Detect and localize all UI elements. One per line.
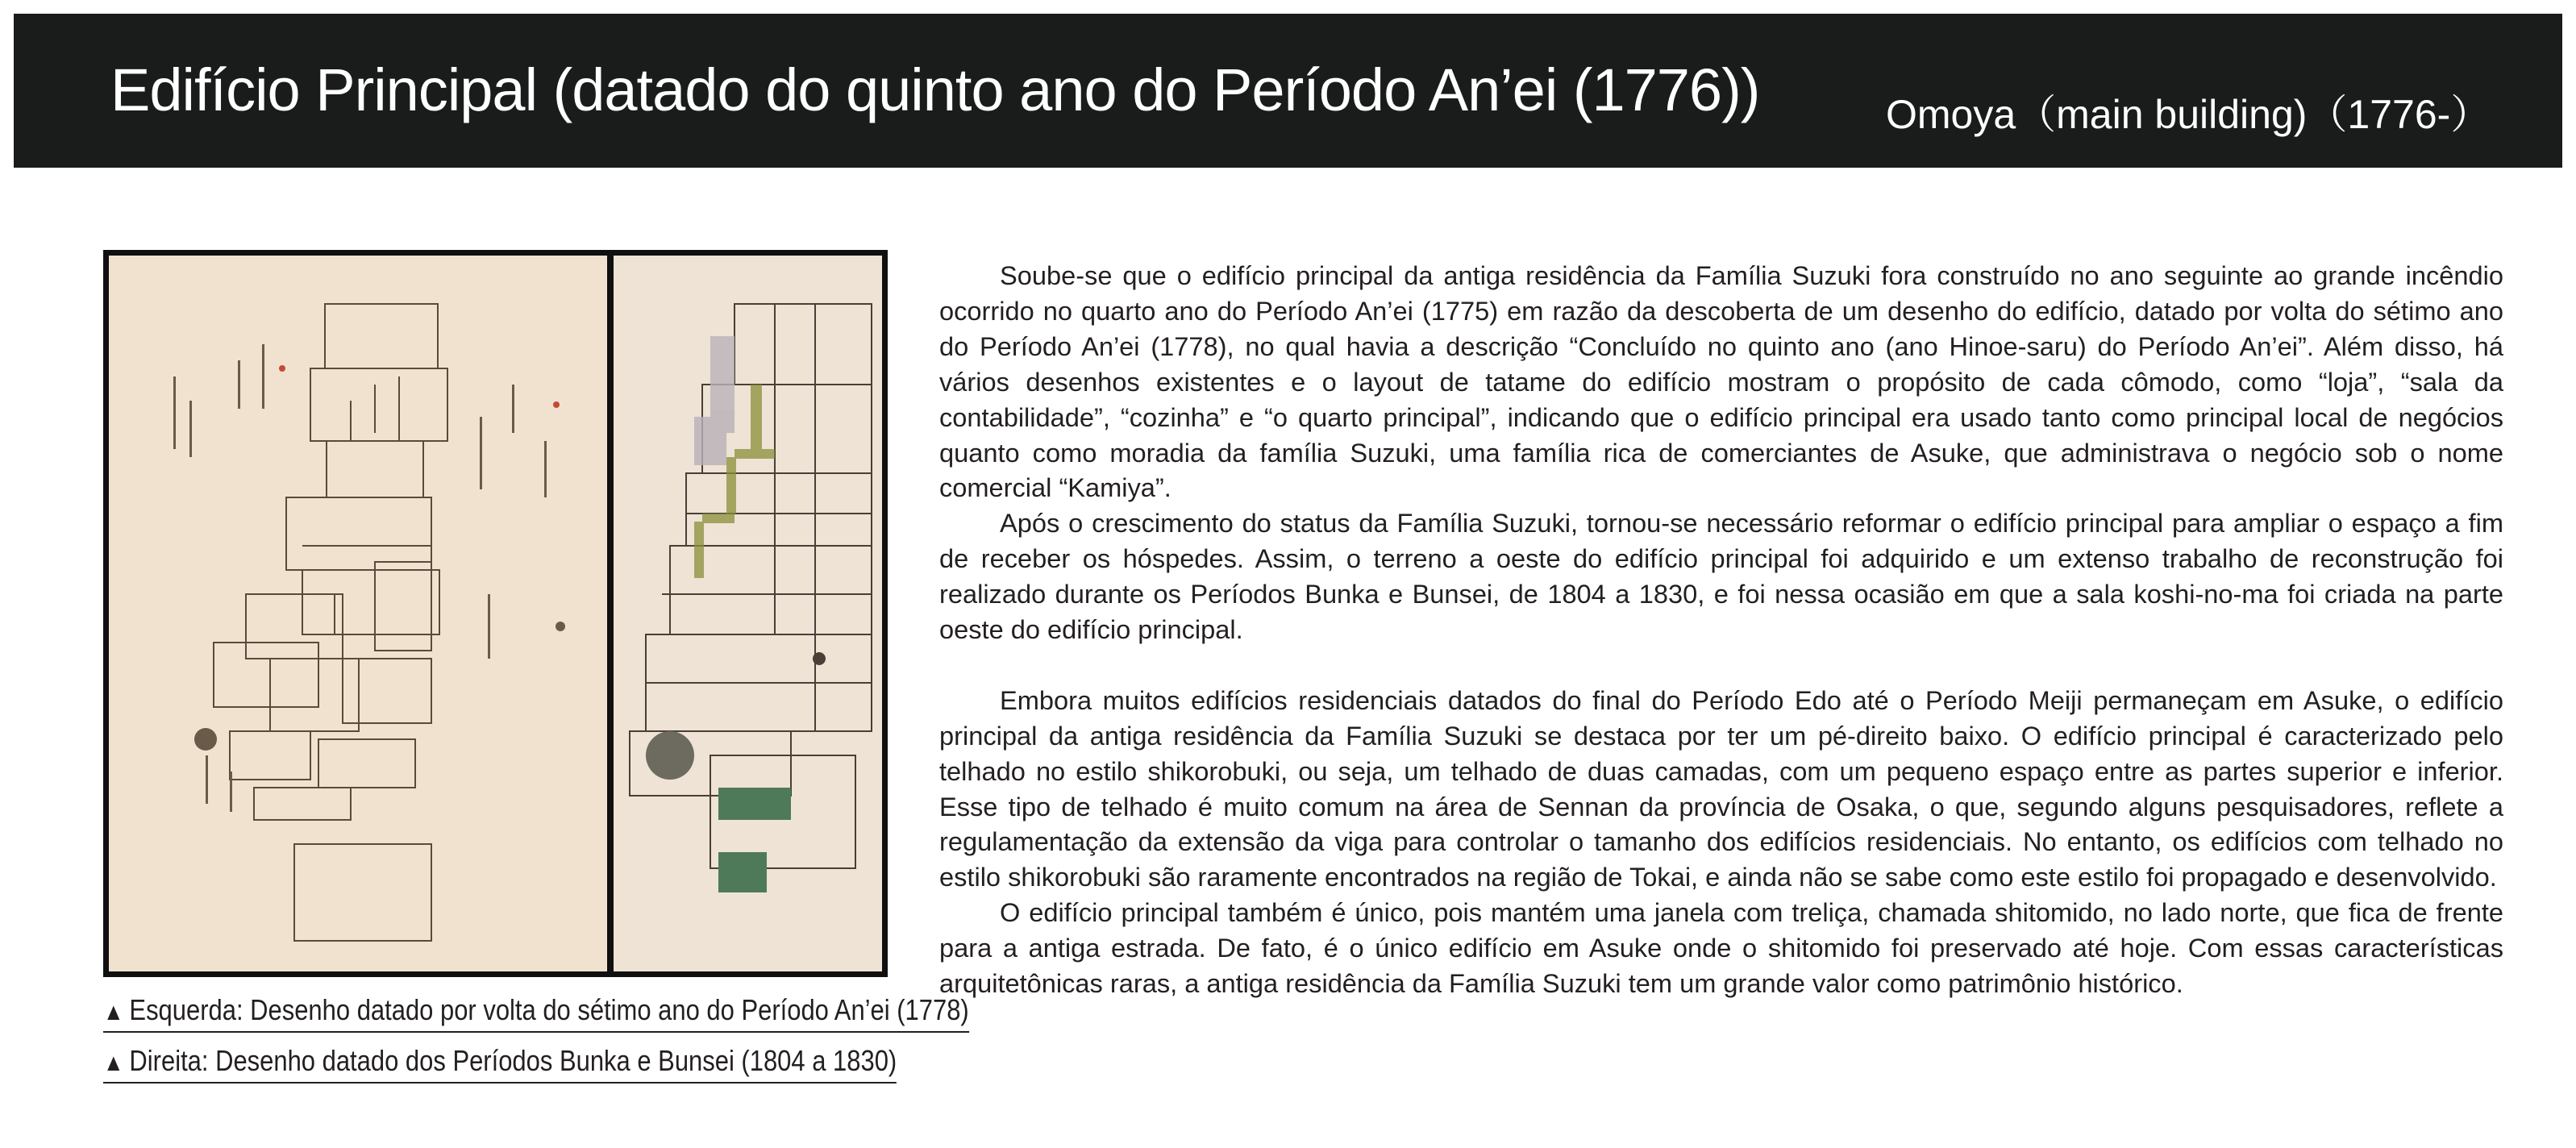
caption-right bbox=[103, 1042, 897, 1084]
floor-plan-drawing-1804-1830 bbox=[614, 256, 882, 971]
figure-captions bbox=[103, 992, 1110, 1093]
header-banner bbox=[14, 14, 2562, 168]
page-title: Edifício Principal (datado do quinto ano do Período An’ei (1776)) bbox=[110, 56, 1760, 123]
floor-plan-sketch-right bbox=[614, 256, 882, 971]
paragraph-gap bbox=[939, 647, 2503, 683]
triangle-up-icon: ▲ bbox=[103, 1050, 124, 1076]
paragraph-2: Após o crescimento do status da Família Suzuki, tornou-se necessário reformar o edifício principal para ampliar o espaço a fim de receber os hóspedes. Assim, o terreno a oeste do edifício principal foi adquirido e um extenso trabalho de reconstrução foi realizado durante os Períodos Bunka e Bunsei, de 1804 a 1830, e foi nessa ocasião em que a sala koshi-no-ma foi criada na parte oeste do edifício principal. bbox=[939, 508, 2503, 645]
paragraph-4: O edifício principal também é único, pois mantém uma janela com treliça, chamada shitomido, no lado norte, que fica de frente para a antiga estrada. De fato, é o único edifício em Asuke onde o shitomido foi preservado até hoje. Com essas características arquitetônicas raras, a antiga residência da Família Suzuki tem um grande valor como patrimônio histórico. bbox=[939, 897, 2503, 999]
floor-plan-sketch-left bbox=[109, 256, 607, 971]
page-subtitle-english: Omoya（main building)（1776-） bbox=[1886, 92, 2491, 137]
triangle-up-icon: ▲ bbox=[103, 999, 124, 1025]
paragraph-1: Soube-se que o edifício principal da antiga residência da Família Suzuki fora construído no ano seguinte ao grande incêndio ocorrido no quarto ano do Período An’ei (1775) em razão da descoberta de um desenho do edifício, datado por volta do sétimo ano do Período An’ei (1778), no qual havia a descrição “Concluído no quinto ano (ano Hinoe-saru) do Período An’ei”. Além disso, há vários desenhos existentes e o layout de tatame do edifício mostram o propósito de cada cômodo, como “loja”, “sala da contabilidade”, “cozinha” e “o quarto principal”, indicando que o edifício principal era usado tanto como principal local de negócios quanto como moradia da família Suzuki, uma família rica de comerciantes de Asuke, que administrava o negócio sob o nome comercial “Kamiya”. bbox=[939, 260, 2503, 503]
paragraph-3: Embora muitos edifícios residenciais datados do final do Período Edo até o Período Meiji permaneçam em Asuke, o edifício principal da antiga residência da Família Suzuki se destaca por ter um pé-direito baixo. O edifício principal é caracterizado pelo telhado no estilo shikorobuki, ou seja, um telhado de duas camadas, com um pequeno espaço entre as partes superior e inferior. Esse tipo de telhado é muito comum na área de Sennan da província de Osaka, o que, segundo alguns pesquisadores, reflete a regulamentação da extensão da viga para controlar o tamanho dos edifícios residenciais. No entanto, os edifícios com telhado no estilo shikorobuki são raramente encontrados na região de Tokai, e ainda não se sabe como este estilo foi propagado e desenvolvido. bbox=[939, 684, 2503, 892]
floor-plan-figure bbox=[103, 250, 888, 977]
caption-left-text: Esquerda: Desenho datado por volta do sétimo ano do Período An’ei (1778) bbox=[129, 993, 969, 1026]
caption-right-text: Direita: Desenho datado dos Períodos Bunka e Bunsei (1804 a 1830) bbox=[129, 1044, 897, 1077]
caption-left bbox=[103, 992, 969, 1033]
floor-plan-drawing-1778 bbox=[109, 256, 607, 971]
body-text bbox=[939, 258, 2503, 1001]
